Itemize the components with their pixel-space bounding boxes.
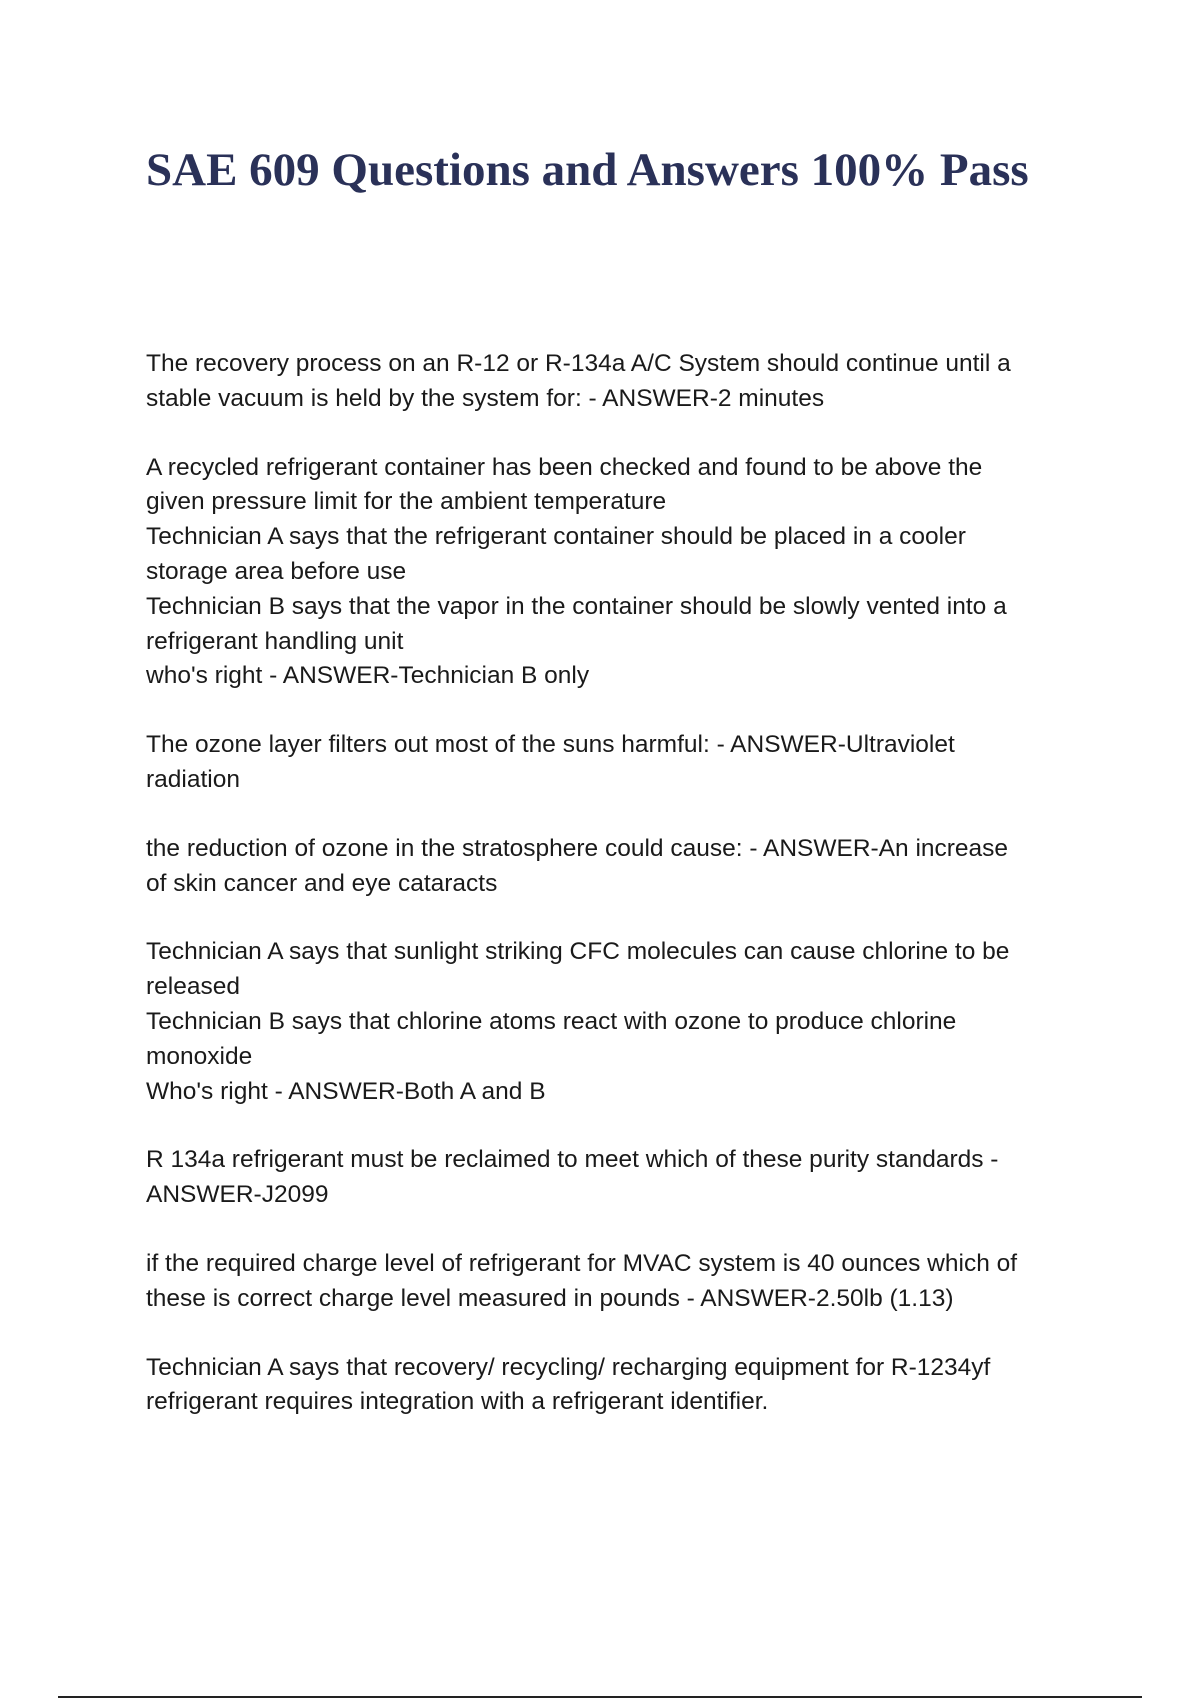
qa-line: R 134a refrigerant must be reclaimed to meet which of these purity standards - (146, 1146, 999, 1174)
qa-line: stable vacuum is held by the system for: - ANSWER-2 minutes (146, 384, 825, 412)
qa-item-4 (146, 832, 1086, 902)
qa-line: Technician B says that the vapor in the container should be slowly vented into a (146, 592, 1007, 620)
qa-line: Technician A says that sunlight striking CFC molecules can cause chlorine to be (146, 938, 1010, 966)
qa-item-7 (146, 1247, 1086, 1317)
qa-line: these is correct charge level measured in pounds - ANSWER-2.50lb (1.13) (146, 1284, 954, 1312)
qa-line: given pressure limit for the ambient temperature (146, 488, 667, 516)
qa-item-5 (146, 935, 1086, 1109)
qa-line: released (146, 973, 240, 1001)
qa-line: The ozone layer filters out most of the suns harmful: - ANSWER-Ultraviolet (146, 731, 955, 759)
qa-line: who's right - ANSWER-Technician B only (146, 662, 590, 690)
qa-line: A recycled refrigerant container has been checked and found to be above the (146, 453, 983, 481)
qa-line: ANSWER-J2099 (146, 1181, 329, 1209)
qa-line: refrigerant handling unit (146, 627, 404, 655)
qa-line: Technician B says that chlorine atoms react with ozone to produce chlorine (146, 1007, 957, 1035)
qa-item-2 (146, 451, 1086, 695)
qa-item-1 (146, 347, 1086, 417)
qa-line: Who's right - ANSWER-Both A and B (146, 1077, 546, 1105)
qa-item-3 (146, 728, 1086, 798)
qa-line: of skin cancer and eye cataracts (146, 869, 498, 897)
qa-line: Technician A says that the refrigerant container should be placed in a cooler (146, 523, 966, 551)
qa-item-6 (146, 1143, 1086, 1213)
qa-line: The recovery process on an R-12 or R-134a A/C System should continue until a (146, 350, 1011, 377)
qa-line: if the required charge level of refrigerant for MVAC system is 40 ounces which of (146, 1249, 1018, 1277)
qa-list (146, 347, 1086, 1454)
qa-line: radiation (146, 765, 240, 793)
qa-line: storage area before use (146, 557, 407, 585)
qa-item-8 (146, 1351, 1086, 1421)
qa-line: the reduction of ozone in the stratosphere could cause: - ANSWER-An increase (146, 834, 1009, 862)
page-title: SAE 609 Questions and Answers 100% Pass (146, 144, 1029, 196)
footer-divider (58, 1696, 1142, 1698)
qa-line: refrigerant requires integration with a refrigerant identifier. (146, 1388, 769, 1416)
qa-line: monoxide (146, 1042, 253, 1070)
qa-line: Technician A says that recovery/ recycling/ recharging equipment for R-1234yf (146, 1353, 991, 1381)
